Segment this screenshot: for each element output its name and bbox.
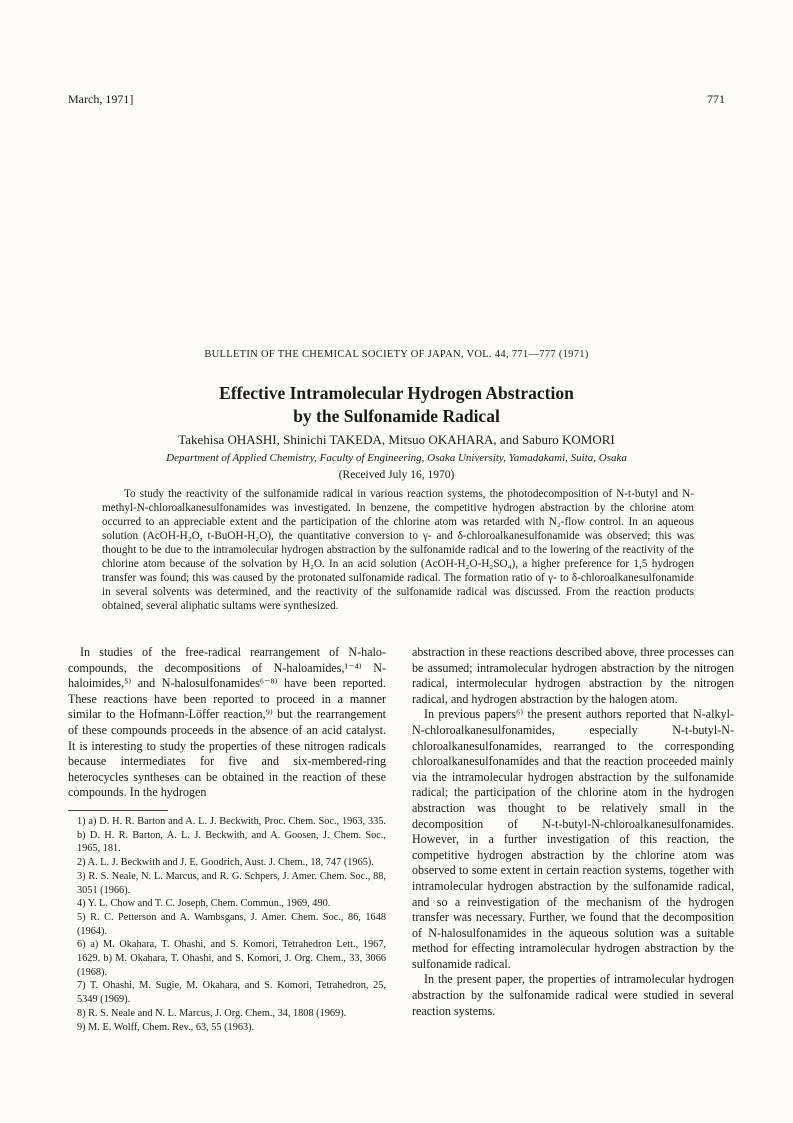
footnote: 2) A. L. J. Beckwith and J. E. Goodrich, Aust. J. Chem., 18, 747 (1965). bbox=[77, 857, 374, 869]
footnote-divider bbox=[68, 810, 168, 811]
footnote: 6) a) M. Okahara, T. Ohashi, and S. Komori, Tetrahedron Lett., 1967, 1629. b) M. Okahara, T. Ohashi, and S. Komori, J. Org. Chem., 33, 3066 (1968). bbox=[77, 939, 386, 978]
footnote-list bbox=[68, 815, 386, 1034]
paragraph: In previous papers⁶⁾ the present authors reported that N-alkyl-N-chloroalkanesulfonamides, especially N-t-butyl-N-chloroalkanesulfonamides, rearranged to the corresponding chloroalkanesulfonamides and that the reaction proceeded mainly via the intramolecular hydrogen abstraction by the sulfonamide radical; the participation of the chlorine atom in the hydrogen abstraction was thought to be relatively small in the decomposition of N-t-butyl-N-chloroalkanesulfonamides. However, in a further investigation of this reaction, the competitive hydrogen abstraction by the chlorine atom was observed to some extent in certain reaction systems, together with intramolecular hydrogen abstraction by the sulfonamide radical, and so a reinvestigation of the mechanism of the hydrogen transfer was necessary. Further, we found that the decomposition of N-halosulfonamides in the aqueous solution was a suitable method for effecting intramolecular hydrogen abstraction by the sulfonamide radical. bbox=[412, 707, 734, 971]
title-line-2: by the Sulfonamide Radical bbox=[293, 406, 500, 426]
footnote: 7) T. Ohashi, M. Sugie, M. Okahara, and S. Komori, Tetrahedron, 25, 5349 (1969). bbox=[77, 980, 386, 1006]
journal-citation-line: BULLETIN OF THE CHEMICAL SOCIETY OF JAPAN, VOL. 44, 771—777 (1971) bbox=[204, 349, 589, 360]
body-column-left bbox=[68, 645, 386, 801]
article-title bbox=[0, 382, 793, 428]
footnote: 8) R. S. Neale and N. L. Marcus, J. Org. Chem., 34, 1808 (1969). bbox=[77, 1007, 347, 1019]
abstract: To study the reactivity of the sulfonamide radical in various reaction systems, the photodecomposition of N-t-butyl and N-methyl-N-chloroalkanesulfonamides was investigated. In benzene, the competitive hydrogen abstraction by the chlorine atom occurred to an appreciable extent and the participation of the chlorine atom was retarded with N₂-flow control. In an aqueous solution (AcOH-H₂O, t-BuOH-H₂O), the quantitative conversion to γ- and δ-chloroalkanesulfonamide was observed; this was thought to be due to the intramolecular hydrogen abstraction by the sulfonamide radical and to the lowering of the reactivity of the chlorine atom because of the solvation by H₂O. In an acid solution (AcOH-H₂O-H₂SO₄), a higher preference for 1,5 hydrogen transfer was found; this was caused by the protonated sulfonamide radical. The formation ratio of γ- to δ-chloroalkanesulfonamide in several solvents was determined, and the reactivity of the sulfonamide radical was discussed. From the reaction products obtained, several aliphatic sultams were synthesized. bbox=[102, 488, 694, 612]
paragraph: abstraction in these reactions described above, three processes can be assumed; intramolecular hydrogen abstraction by the nitrogen radical, intermolecular hydrogen abstraction by the nitrogen radical, and hydrogen abstraction by the halogen atom. bbox=[412, 645, 734, 706]
paragraph: In the present paper, the properties of intramolecular hydrogen abstraction by the sulfonamide radical were studied in several reaction systems. bbox=[412, 972, 734, 1018]
running-header-date: March, 1971] bbox=[68, 92, 134, 106]
page-number: 771 bbox=[707, 92, 725, 106]
footnote: 3) R. S. Neale, N. L. Marcus, and R. G. Schpers, J. Amer. Chem. Soc., 88, 3051 (1966). bbox=[77, 870, 386, 896]
author-list: Takehisa OHASHI, Shinichi TAKEDA, Mitsuo OKAHARA, and Saburo KOMORI bbox=[178, 432, 615, 447]
footnote: 1) a) D. H. R. Barton and A. L. J. Beckwith, Proc. Chem. Soc., 1963, 335. b) D. H. R. Barton, A. L. J. Beckwith, and A. Goosen, J. Chem. Soc., 1965, 181. bbox=[77, 816, 386, 855]
received-date: (Received July 16, 1970) bbox=[338, 469, 455, 481]
paragraph: In studies of the free-radical rearrangement of N-halo-compounds, the decompositions of N-haloamides,¹⁻⁴⁾ N-haloimides,⁵⁾ and N-halosulfonamides⁶⁻⁸⁾ have been reported. These reactions have been reported to proceed in a manner similar to the Hofmann-Löffer reaction,⁹⁾ but the rearrangement of these compounds proceeds in the absence of an acid catalyst. It is interesting to study the properties of these nitrogen radicals because intermediates for five and six-membered-ring heterocycles syntheses can be obtained in the reaction of these compounds. In the hydrogen bbox=[68, 645, 386, 800]
footnote: 9) M. E. Wolff, Chem. Rev., 63, 55 (1963). bbox=[77, 1021, 255, 1033]
title-line-1: Effective Intramolecular Hydrogen Abstraction bbox=[219, 383, 574, 403]
footnote: 4) Y. L. Chow and T. C. Joseph, Chem. Commun., 1969, 490. bbox=[77, 898, 331, 910]
footnote: 5) R. C. Petterson and A. Wambsgans, J. Amer. Chem. Soc., 86, 1648 (1964). bbox=[77, 911, 386, 937]
affiliation: Department of Applied Chemistry, Faculty of Engineering, Osaka University, Yamadakami, Suita, Osaka bbox=[166, 452, 627, 464]
body-column-right bbox=[412, 645, 734, 1019]
